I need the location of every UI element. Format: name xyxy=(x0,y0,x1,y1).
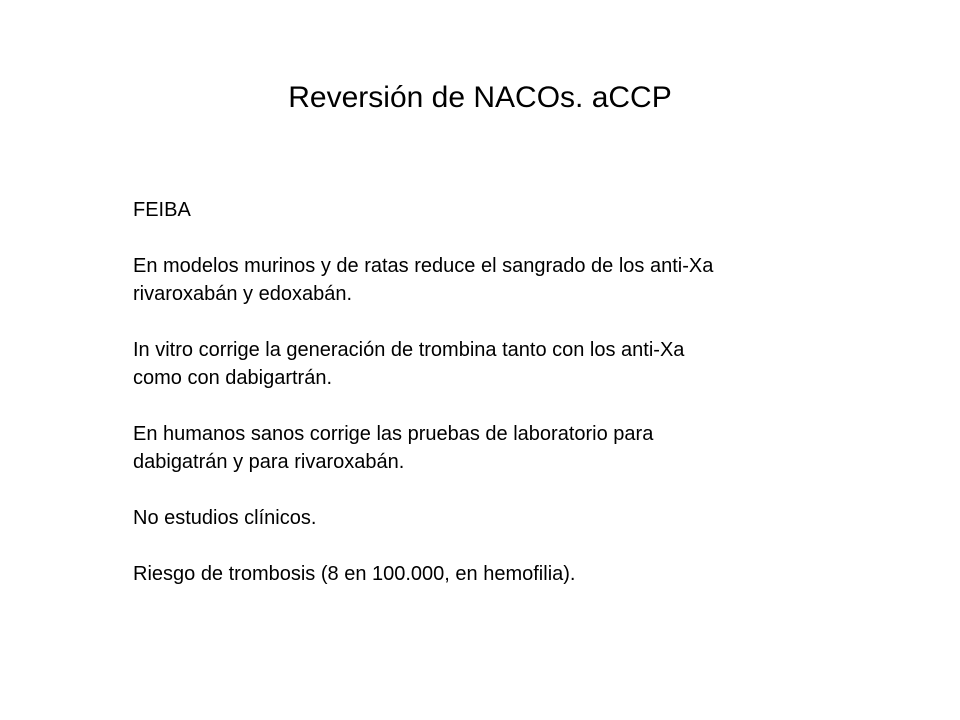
paragraph-murine-models: En modelos murinos y de ratas reduce el sangrado de los anti-Xa rivaroxabán y edoxabán. xyxy=(133,255,714,305)
paragraph-feiba: FEIBA xyxy=(133,199,191,221)
slide-body xyxy=(133,196,853,588)
slide-title: Reversión de NACOs. aCCP xyxy=(288,81,672,114)
paragraph-healthy-humans: En humanos sanos corrige las pruebas de laboratorio para dabigatrán y para rivaroxabán. xyxy=(133,423,654,473)
paragraph-thrombosis-risk: Riesgo de trombosis (8 en 100.000, en hemofilia). xyxy=(133,563,576,585)
paragraph-in-vitro: In vitro corrige la generación de trombina tanto con los anti-Xa como con dabigartrán. xyxy=(133,339,685,389)
paragraph-no-clinical-studies: No estudios clínicos. xyxy=(133,507,317,529)
